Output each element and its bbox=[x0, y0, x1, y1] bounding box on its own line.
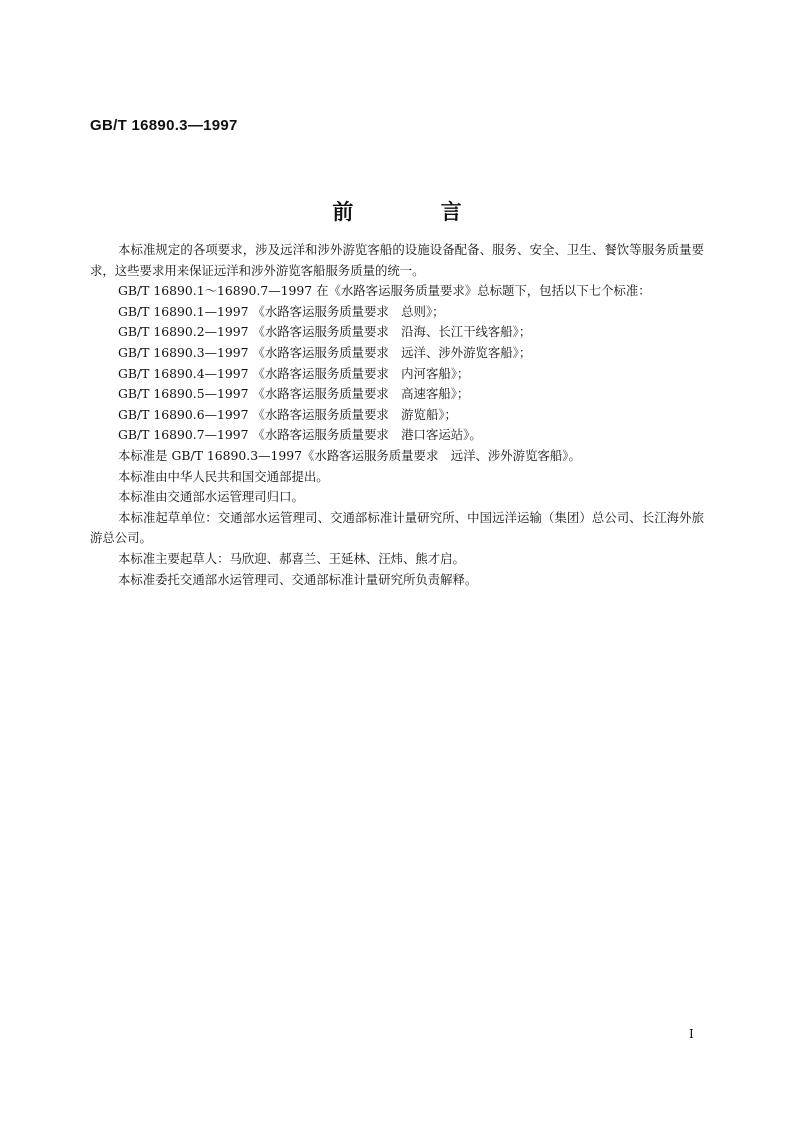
paragraph-interpretation: 本标准委托交通部水运管理司、交通部标准计量研究所负责解释。 bbox=[118, 571, 478, 587]
page-number: I bbox=[689, 1027, 694, 1041]
paragraph-proposed-by: 本标准由中华人民共和国交通部提出。 bbox=[118, 468, 329, 484]
paragraph-drafters: 本标准主要起草人：马欣迎、郝喜兰、王延林、汪炜、熊才启。 bbox=[118, 550, 465, 566]
page-title: 前 言 bbox=[332, 200, 502, 224]
list-item: GB/T 16890.3—1997 《水路客运服务质量要求 远洋、涉外游览客船》； bbox=[118, 344, 532, 360]
list-item: GB/T 16890.4—1997 《水路客运服务质量要求 内河客船》； bbox=[118, 365, 470, 381]
list-item: GB/T 16890.6—1997 《水路客运服务质量要求 游览船》； bbox=[118, 406, 457, 422]
paragraph-series-intro: GB/T 16890.1～16890.7—1997 在《水路客运服务质量要求》总标题下，包括以下七个标准： bbox=[118, 283, 651, 299]
list-item: GB/T 16890.1—1997 《水路客运服务质量要求 总则》； bbox=[118, 303, 445, 319]
standard-number: GB/T 16890.3—1997 bbox=[90, 117, 238, 134]
paragraph-scope: 本标准规定的各项要求，涉及远洋和涉外游览客船的设施设备配备、服务、安全、卫生、餐饮等服务质量要求，这些要求用来保证远洋和涉外游览客船服务质量的统一。 bbox=[90, 242, 704, 278]
paragraph-this-standard: 本标准是 GB/T 16890.3—1997《水路客运服务质量要求 远洋、涉外游览客船》。 bbox=[118, 447, 581, 463]
paragraph-drafting-units: 本标准起草单位：交通部水运管理司、交通部标准计量研究所、中国远洋运输（集团）总公司、长江海外旅游总公司。 bbox=[90, 509, 704, 546]
list-item: GB/T 16890.7—1997 《水路客运服务质量要求 港口客运站》。 bbox=[118, 427, 482, 443]
list-item: GB/T 16890.2—1997 《水路客运服务质量要求 沿海、长江干线客船》； bbox=[118, 324, 532, 340]
foreword-body bbox=[90, 240, 704, 590]
list-item: GB/T 16890.5—1997 《水路客运服务质量要求 高速客船》； bbox=[118, 386, 470, 402]
paragraph-centralized-by: 本标准由交通部水运管理司归口。 bbox=[118, 489, 304, 505]
